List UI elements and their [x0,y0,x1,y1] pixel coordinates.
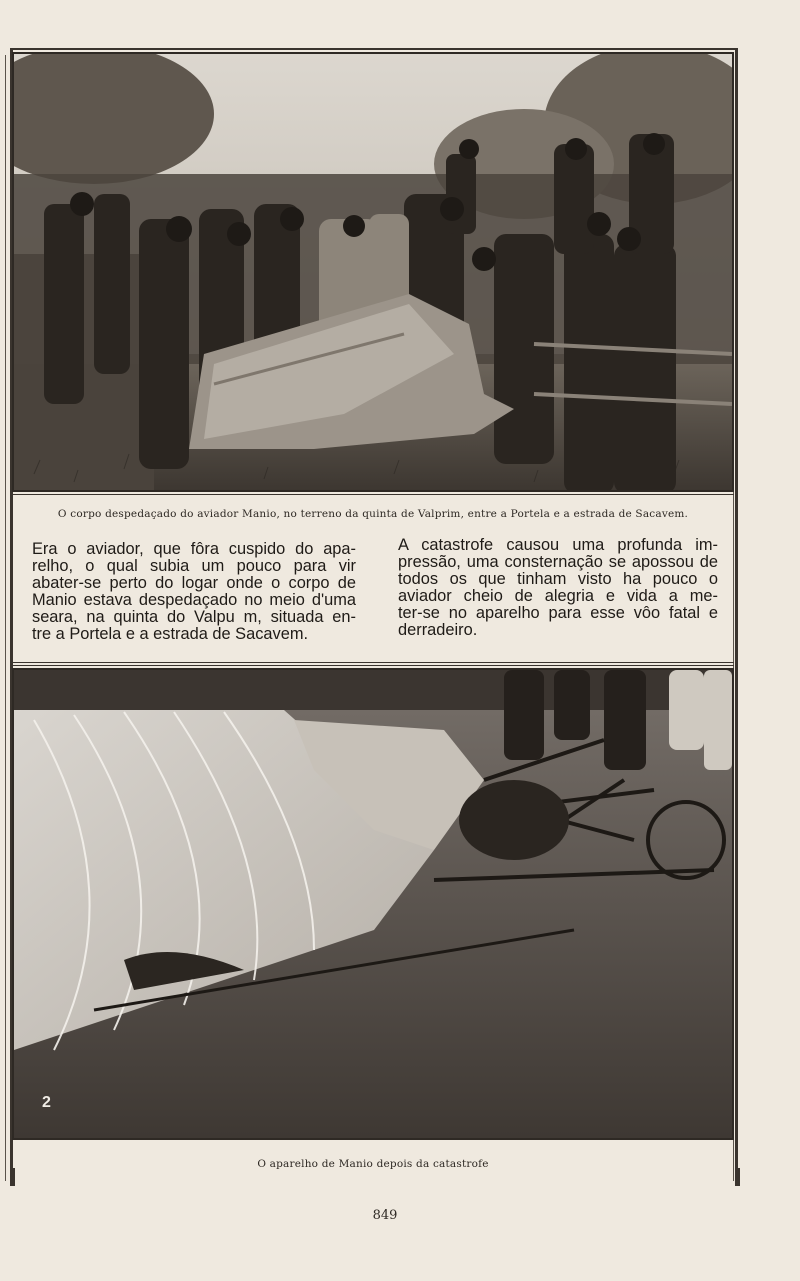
frame-foot-left [10,1168,15,1186]
article-line: aviador cheio de alegria e vida a me- [398,587,718,605]
frame-inner-line-left [5,55,6,1181]
article-line: abater-se perto do logar onde o corpo de [32,574,356,592]
article-line: A catastrofe causou uma profunda im- [398,536,718,554]
photo-crowd-with-body [12,52,734,492]
photo-wrecked-aircraft [12,668,734,1140]
photo-bottom-caption: O aparelho de Manio depois da catastrofe [257,1158,489,1170]
figure-number: 2 [42,1094,51,1111]
divider-line [12,494,734,495]
divider-line [12,665,734,666]
article-line: derradeiro. [398,621,478,639]
article-line: todos os que tinham visto ha pouco o [398,570,718,588]
article-line: seara, na quinta do Valpu m, situada en- [32,608,356,626]
article-line: tre a Portela e a estrada de Sacavem. [32,625,309,643]
page-number: 849 [372,1208,398,1223]
article-line: Era o aviador, que fôra cuspido do apa- [32,540,356,558]
divider-line [12,662,734,663]
photo-top-caption: O corpo despedaçado do aviador Manio, no terreno da quinta de Valprim, entre a Portela e a estrada de Sacavem. [57,508,689,520]
article-line: ter-se no aparelho para esse vôo fatal e [398,604,718,622]
article-line: relho, o qual subia um pouco para vir [32,557,356,575]
article-line: Manio estava despedaçado no meio d'uma [32,591,356,609]
article-line: pressão, uma consternação se apossou de [398,553,718,571]
article-column-left [32,541,356,643]
article-column-right [398,537,718,639]
frame-foot-right [735,1168,740,1186]
